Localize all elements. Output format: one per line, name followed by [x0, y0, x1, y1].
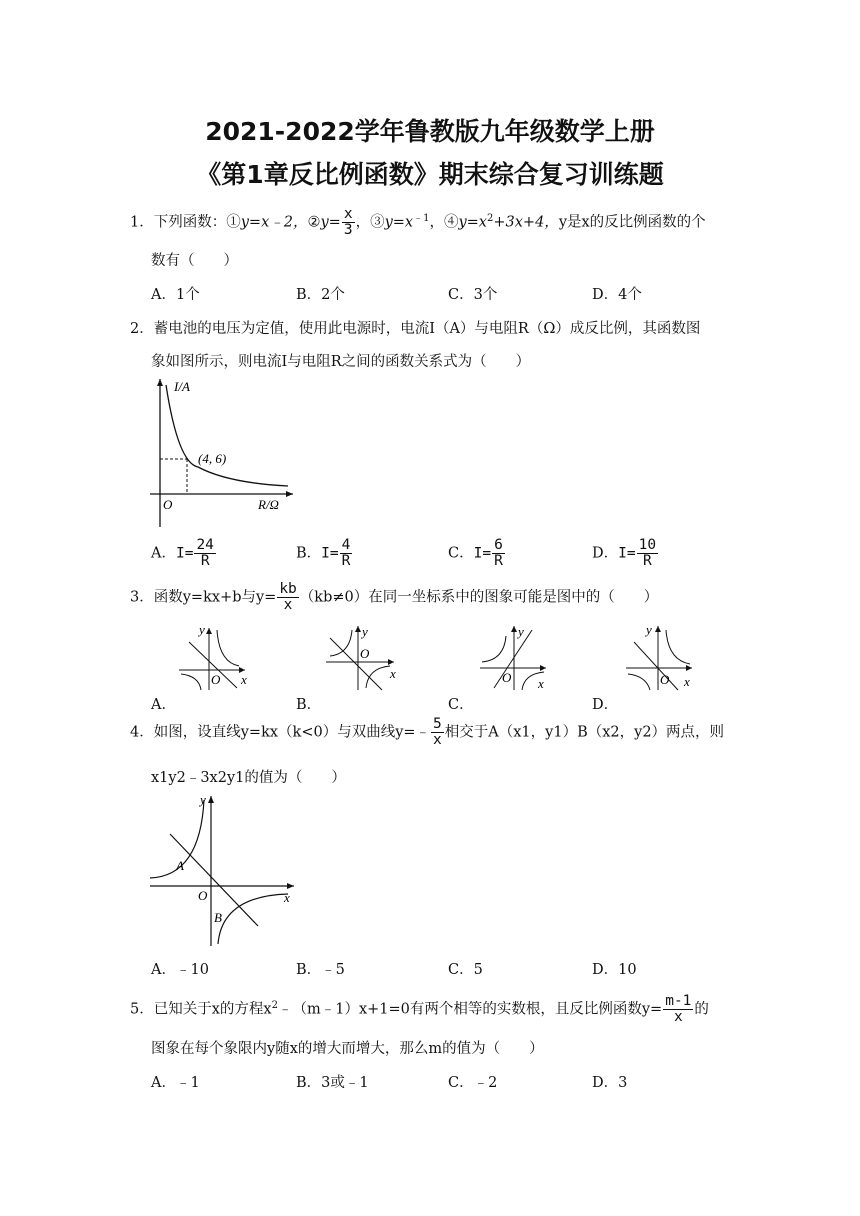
- formula-fraction: [492, 538, 505, 569]
- question-text: （kb≠0）在同一坐标系中的图象可能是图中的（ ）: [299, 589, 659, 606]
- option-a[interactable]: [151, 538, 217, 569]
- origin-label: O: [163, 497, 173, 512]
- question-2: [130, 317, 700, 338]
- exponent: ﹣1: [413, 212, 430, 224]
- question-number: 3．: [130, 589, 154, 606]
- point-b-label: B: [214, 910, 222, 925]
- question-text: ﹣（m﹣1）x+1=0有两个相等的实数根，且反比例函数y=: [277, 1001, 663, 1018]
- q2-graph: [148, 375, 298, 533]
- q3-graph-c[interactable]: [476, 622, 556, 692]
- y-label: y: [646, 622, 652, 637]
- question-number: 4．: [130, 724, 154, 741]
- numerator: kb: [279, 581, 297, 597]
- circled-2: ②: [307, 214, 321, 231]
- option-c[interactable]: C．: [448, 697, 474, 713]
- question-text: 下列函数：: [153, 214, 227, 231]
- option-d[interactable]: D．4个: [592, 287, 642, 303]
- origin-label: O: [502, 670, 512, 685]
- option-a[interactable]: A．﹣1: [151, 1075, 200, 1091]
- page-title: 2021-2022学年鲁教版九年级数学上册: [205, 117, 655, 146]
- formula-fraction: [194, 538, 215, 569]
- origin-label: O: [211, 672, 221, 687]
- denominator: 3: [343, 222, 353, 239]
- question-text: 蓄电池的电压为定值，使用此电源时，电流I（A）与电阻R（Ω）成反比例，其函数图: [153, 321, 701, 337]
- option-c[interactable]: [448, 538, 506, 569]
- option-d[interactable]: D．10: [592, 962, 637, 978]
- numerator: 10: [638, 537, 657, 553]
- question-3: [130, 582, 658, 613]
- option-c[interactable]: C．﹣2: [448, 1075, 498, 1091]
- option-d[interactable]: [592, 538, 659, 569]
- question-number: 5．: [130, 1001, 154, 1018]
- question-text: 的: [694, 1001, 709, 1018]
- question-text: 函数y=kx+b与y=: [153, 589, 277, 606]
- function-1: y=x﹣2，: [240, 214, 308, 231]
- option-c[interactable]: C．5: [448, 962, 483, 978]
- option-a[interactable]: A．1个: [151, 287, 200, 303]
- x-label: x: [241, 672, 247, 687]
- option-d[interactable]: D．3: [592, 1075, 628, 1091]
- numerator: x: [343, 206, 353, 222]
- comma: ，: [355, 214, 371, 231]
- option-letter: A．: [151, 545, 176, 562]
- x-label: x: [284, 890, 290, 905]
- numerator: 24: [196, 537, 214, 553]
- formula-fraction: [340, 538, 353, 569]
- y-label: y: [518, 624, 524, 639]
- question-text: 如图，设直线y=kx（k<0）与双曲线y=﹣: [153, 724, 431, 741]
- function-3: y=x: [384, 214, 414, 231]
- denominator: x: [673, 1009, 683, 1026]
- fraction-x-over-3: [342, 207, 355, 238]
- y-label: y: [362, 624, 368, 639]
- question-number: 1．: [130, 214, 154, 231]
- question-1: [130, 207, 706, 238]
- option-letter: B．: [296, 545, 322, 562]
- option-b[interactable]: B．﹣5: [296, 962, 345, 978]
- formula-lhs: I=: [618, 545, 636, 562]
- formula-lhs: I=: [321, 545, 339, 562]
- circled-4: ④: [443, 214, 459, 231]
- x-label: x: [390, 666, 396, 681]
- option-letter: C．: [448, 545, 474, 562]
- circled-3: ③: [370, 214, 385, 231]
- denominator: x: [433, 732, 442, 749]
- fraction-kb-over-x: [277, 582, 298, 613]
- option-b[interactable]: B．3或﹣1: [296, 1075, 369, 1091]
- question-text: y是x的反比例函数的个: [558, 214, 706, 231]
- origin-label: O: [360, 646, 370, 661]
- option-c[interactable]: C．3个: [448, 287, 498, 303]
- comma: ，: [429, 214, 444, 231]
- fraction-5-over-x: [431, 717, 444, 748]
- question-5-line2: 图象在每个象限内y随x的增大而增大，那么m的值为（ ）: [151, 1041, 544, 1057]
- question-5: [130, 994, 709, 1025]
- numerator: 4: [341, 537, 351, 553]
- option-a[interactable]: A．﹣10: [151, 962, 209, 978]
- denominator: R: [494, 553, 503, 570]
- origin-label: O: [198, 888, 208, 903]
- q3-graph-a[interactable]: [175, 622, 255, 692]
- q3-graph-d[interactable]: [622, 622, 700, 692]
- x-label: x: [684, 674, 690, 689]
- numerator: 5: [433, 716, 442, 732]
- denominator: R: [642, 553, 652, 570]
- point-a-label: A: [176, 858, 184, 873]
- option-b[interactable]: [296, 538, 353, 569]
- point-label: (4, 6): [198, 451, 227, 466]
- formula-fraction: [637, 538, 658, 569]
- question-2-line2: 象如图所示，则电流I与电阻R之间的函数关系式为（ ）: [151, 354, 531, 370]
- denominator: x: [283, 597, 293, 614]
- y-label: y: [199, 622, 205, 637]
- function-2-lhs: y=: [320, 214, 341, 231]
- exponent: 2: [271, 999, 278, 1011]
- option-letter: D．: [592, 545, 619, 562]
- x-label: x: [538, 676, 544, 691]
- option-b[interactable]: B．: [296, 697, 322, 713]
- denominator: R: [200, 553, 210, 570]
- question-4-line2: x1y2﹣3x2y1的值为（ ）: [151, 770, 346, 786]
- y-axis-label: I/A: [174, 379, 190, 394]
- numerator: m-1: [665, 993, 692, 1009]
- numerator: 6: [494, 537, 503, 553]
- circled-1: ①: [226, 214, 241, 231]
- question-text: 相交于A（x1，y1）B（x2，y2）两点，则: [444, 724, 725, 741]
- option-a[interactable]: A．: [151, 697, 176, 713]
- y-label: y: [200, 792, 206, 807]
- option-d[interactable]: D．: [592, 697, 619, 713]
- function-4-rest: +3x+4，: [493, 214, 559, 231]
- question-4: [130, 717, 724, 748]
- option-b[interactable]: B．2个: [296, 287, 345, 303]
- fraction-m-1-over-x: [663, 994, 693, 1025]
- question-number: 2．: [130, 321, 154, 337]
- denominator: R: [341, 553, 351, 570]
- exponent: 2: [487, 212, 494, 224]
- q4-graph: [148, 790, 303, 950]
- function-4: y=x: [458, 214, 487, 231]
- page-subtitle: 《第1章反比例函数》期末综合复习训练题: [196, 160, 664, 189]
- x-axis-label: R/Ω: [258, 497, 279, 512]
- question-1-line2: 数有（ ）: [151, 253, 238, 269]
- q3-graph-b[interactable]: [322, 622, 402, 692]
- formula-lhs: I=: [473, 545, 492, 562]
- question-text: 已知关于x的方程x: [153, 1001, 272, 1018]
- formula-lhs: I=: [175, 545, 194, 562]
- origin-label: O: [660, 672, 670, 687]
